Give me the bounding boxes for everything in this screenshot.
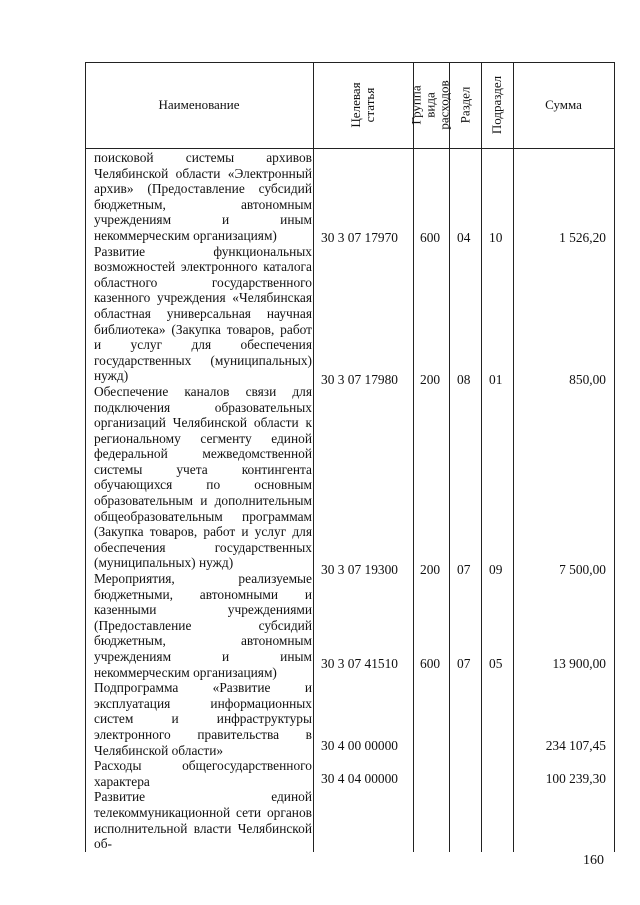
name-column — [94, 150, 312, 852]
header-target-article-label: Целевая статья — [348, 82, 377, 128]
row-amount: 100 239,30 — [545, 771, 606, 786]
row-section: 04 — [457, 230, 471, 245]
row-code: 30 3 07 19300 — [321, 562, 398, 577]
row-subsection: 10 — [489, 230, 503, 245]
row-name: Мероприятия, реализуемые бюджетными, автономными и казенными учреждениями (Предоставление субсидий бюджетным, автономным учреждениям и иным некоммерческим организациям) — [94, 571, 312, 680]
row-name: Подпрограмма «Развитие и эксплуатация информационных систем и инфраструктуры электронного правительства в Челябинской области» — [94, 680, 312, 758]
col-border — [481, 62, 482, 852]
row-group: 600 — [420, 230, 441, 245]
row-name: Обеспечение каналов связи для подключения образовательных организаций Челябинской области к региональному сегменту единой федеральной межведомственной системы учета контингента обучающихся по основным образовательным и дополнительным общеобразовательным программам (Закупка товаров, работ и услуг для обеспечения государственных (муниципальных) нужд) — [94, 383, 312, 571]
header-subsection — [481, 62, 513, 148]
row-name: поисковой системы архивов Челябинской области «Электронный архив» (Предоставление субсидий бюджетным, автономным учреждениям и иным некоммерческим организациям) — [94, 150, 312, 243]
header-section — [449, 62, 481, 148]
row-section: 08 — [457, 372, 471, 387]
col-border — [413, 62, 414, 852]
budget-table — [85, 62, 615, 852]
header-expense-group-label: Группа вида расходов — [409, 80, 452, 130]
header-expense-group — [409, 62, 452, 148]
row-code: 30 4 00 00000 — [321, 738, 398, 753]
row-subsection: 09 — [489, 562, 503, 577]
header-amount — [513, 62, 614, 148]
header-bottom-border — [85, 148, 615, 149]
row-amount: 234 107,45 — [545, 738, 606, 753]
row-subsection: 01 — [489, 372, 503, 387]
row-code: 30 4 04 00000 — [321, 771, 398, 786]
page-number: 160 — [583, 853, 604, 868]
col-border — [313, 62, 314, 852]
row-amount: 1 526,20 — [559, 230, 606, 245]
header-target-article — [313, 62, 413, 148]
row-code: 30 3 07 17980 — [321, 372, 398, 387]
row-amount: 850,00 — [569, 372, 606, 387]
row-section: 07 — [457, 656, 471, 671]
row-subsection: 05 — [489, 656, 503, 671]
row-amount: 7 500,00 — [559, 562, 606, 577]
header-section-label: Раздел — [457, 86, 472, 124]
row-name: Развитие единой телекоммуникационной сети органов исполнительной власти Челябинской об- — [94, 789, 312, 852]
row-code: 30 3 07 41510 — [321, 656, 398, 671]
header-name-label: Наименование — [158, 97, 240, 112]
header-subsection-label: Подраздел — [489, 75, 505, 135]
row-section: 07 — [457, 562, 471, 577]
row-name: Расходы общегосударственного характера — [94, 758, 312, 789]
col-border — [513, 62, 514, 852]
row-name: Развитие функциональных возможностей электронного каталога областного государственного казенного учреждения «Челябинская областная универсальная научная библиотека» (Закупка товаров, работ и услуг для обеспечения государственных (муниципальных) нужд) — [94, 243, 312, 384]
header-amount-label: Сумма — [545, 97, 582, 112]
row-group: 200 — [420, 562, 441, 577]
col-border — [85, 62, 86, 852]
row-group: 600 — [420, 656, 441, 671]
col-border — [614, 62, 615, 852]
row-code: 30 3 07 17970 — [321, 230, 398, 245]
row-group: 200 — [420, 372, 441, 387]
col-border — [449, 62, 450, 852]
row-amount: 13 900,00 — [552, 656, 606, 671]
header-name — [85, 62, 313, 148]
